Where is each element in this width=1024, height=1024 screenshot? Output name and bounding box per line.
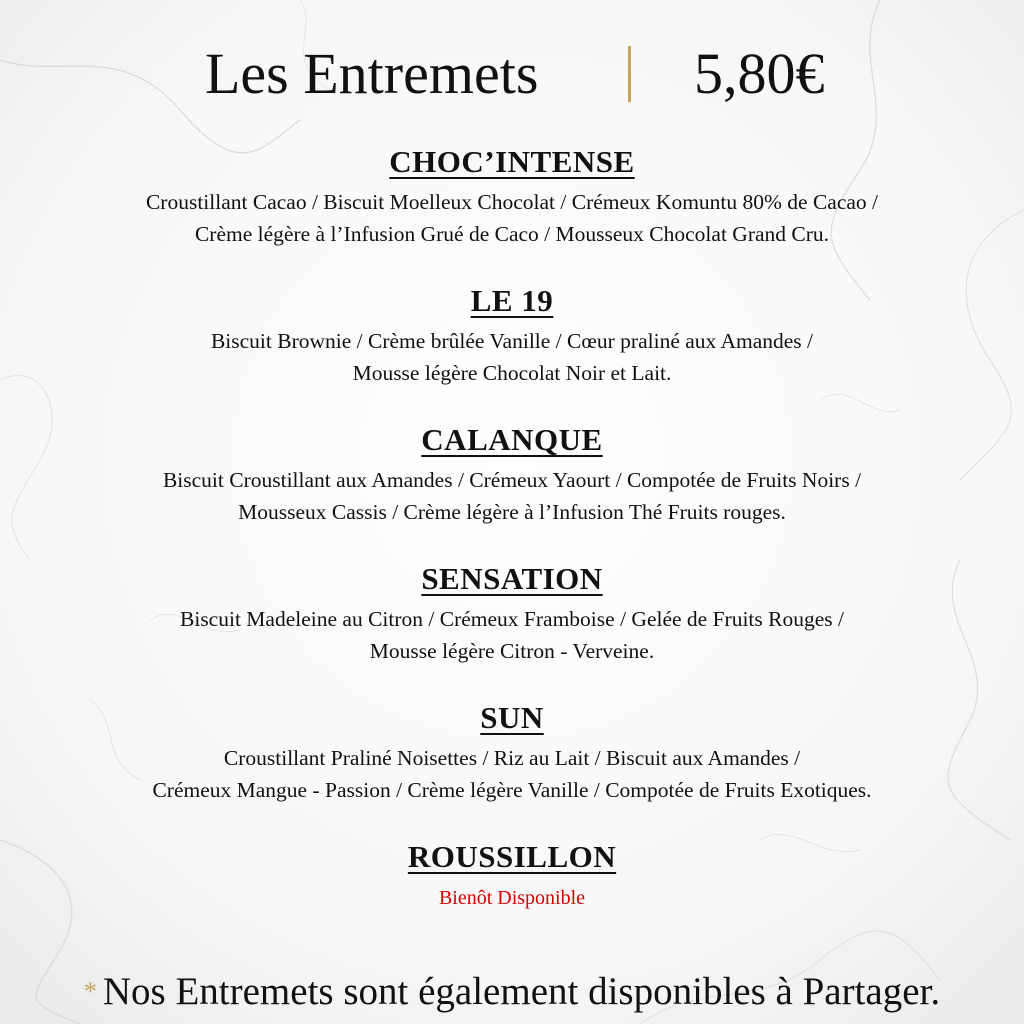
menu-item-sun bbox=[0, 700, 1024, 806]
item-description bbox=[0, 603, 1024, 667]
menu-item-sensation bbox=[0, 561, 1024, 667]
item-description bbox=[0, 464, 1024, 528]
item-name: SENSATION bbox=[421, 561, 603, 596]
title-row bbox=[0, 38, 1024, 110]
menu-item-roussillon bbox=[0, 839, 1024, 913]
page-title: Les Entremets bbox=[205, 41, 539, 106]
item-name: CHOC’INTENSE bbox=[389, 144, 635, 179]
footer-note bbox=[0, 964, 1024, 1020]
footer-text: Nos Entremets sont également disponibles à Partager. bbox=[102, 970, 941, 1013]
price: 5,80€ bbox=[694, 41, 825, 106]
item-description-line: Mousseux Cassis / Crème légère à l’Infusion Thé Fruits rouges. bbox=[238, 500, 786, 524]
item-name: ROUSSILLON bbox=[407, 839, 617, 874]
menu-item-calanque bbox=[0, 422, 1024, 528]
item-description bbox=[0, 325, 1024, 389]
item-description-line: Mousse légère Chocolat Noir et Lait. bbox=[352, 361, 672, 385]
item-description-line: Mousse légère Citron - Verveine. bbox=[369, 639, 655, 663]
item-description-line: Biscuit Croustillant aux Amandes / Crémeux Yaourt / Compotée de Fruits Noirs / bbox=[162, 468, 862, 492]
item-description bbox=[0, 742, 1024, 806]
item-description-line: Biscuit Madeleine au Citron / Crémeux Framboise / Gelée de Fruits Rouges / bbox=[180, 607, 844, 631]
item-description-line: Crème légère à l’Infusion Grué de Caco / Mousseux Chocolat Grand Cru. bbox=[194, 222, 830, 246]
availability-status: Bienôt Disponible bbox=[438, 887, 586, 909]
item-description-line: Croustillant Praliné Noisettes / Riz au Lait / Biscuit aux Amandes / bbox=[223, 746, 801, 770]
menu-item-choc-intense bbox=[0, 144, 1024, 250]
item-description-line: Crémeux Mangue - Passion / Crème légère Vanille / Compotée de Fruits Exotiques. bbox=[152, 778, 872, 802]
item-description-line: Croustillant Cacao / Biscuit Moelleux Chocolat / Crémeux Komuntu 80% de Cacao / bbox=[145, 190, 879, 214]
item-name: SUN bbox=[480, 700, 544, 735]
footnote-marker: * bbox=[83, 977, 97, 1006]
menu-item-le-19 bbox=[0, 283, 1024, 389]
title-separator bbox=[628, 46, 631, 102]
item-description bbox=[0, 186, 1024, 250]
item-description-line: Biscuit Brownie / Crème brûlée Vanille / Cœur praliné aux Amandes / bbox=[210, 329, 814, 353]
item-name: LE 19 bbox=[470, 283, 554, 318]
item-name: CALANQUE bbox=[421, 422, 603, 457]
